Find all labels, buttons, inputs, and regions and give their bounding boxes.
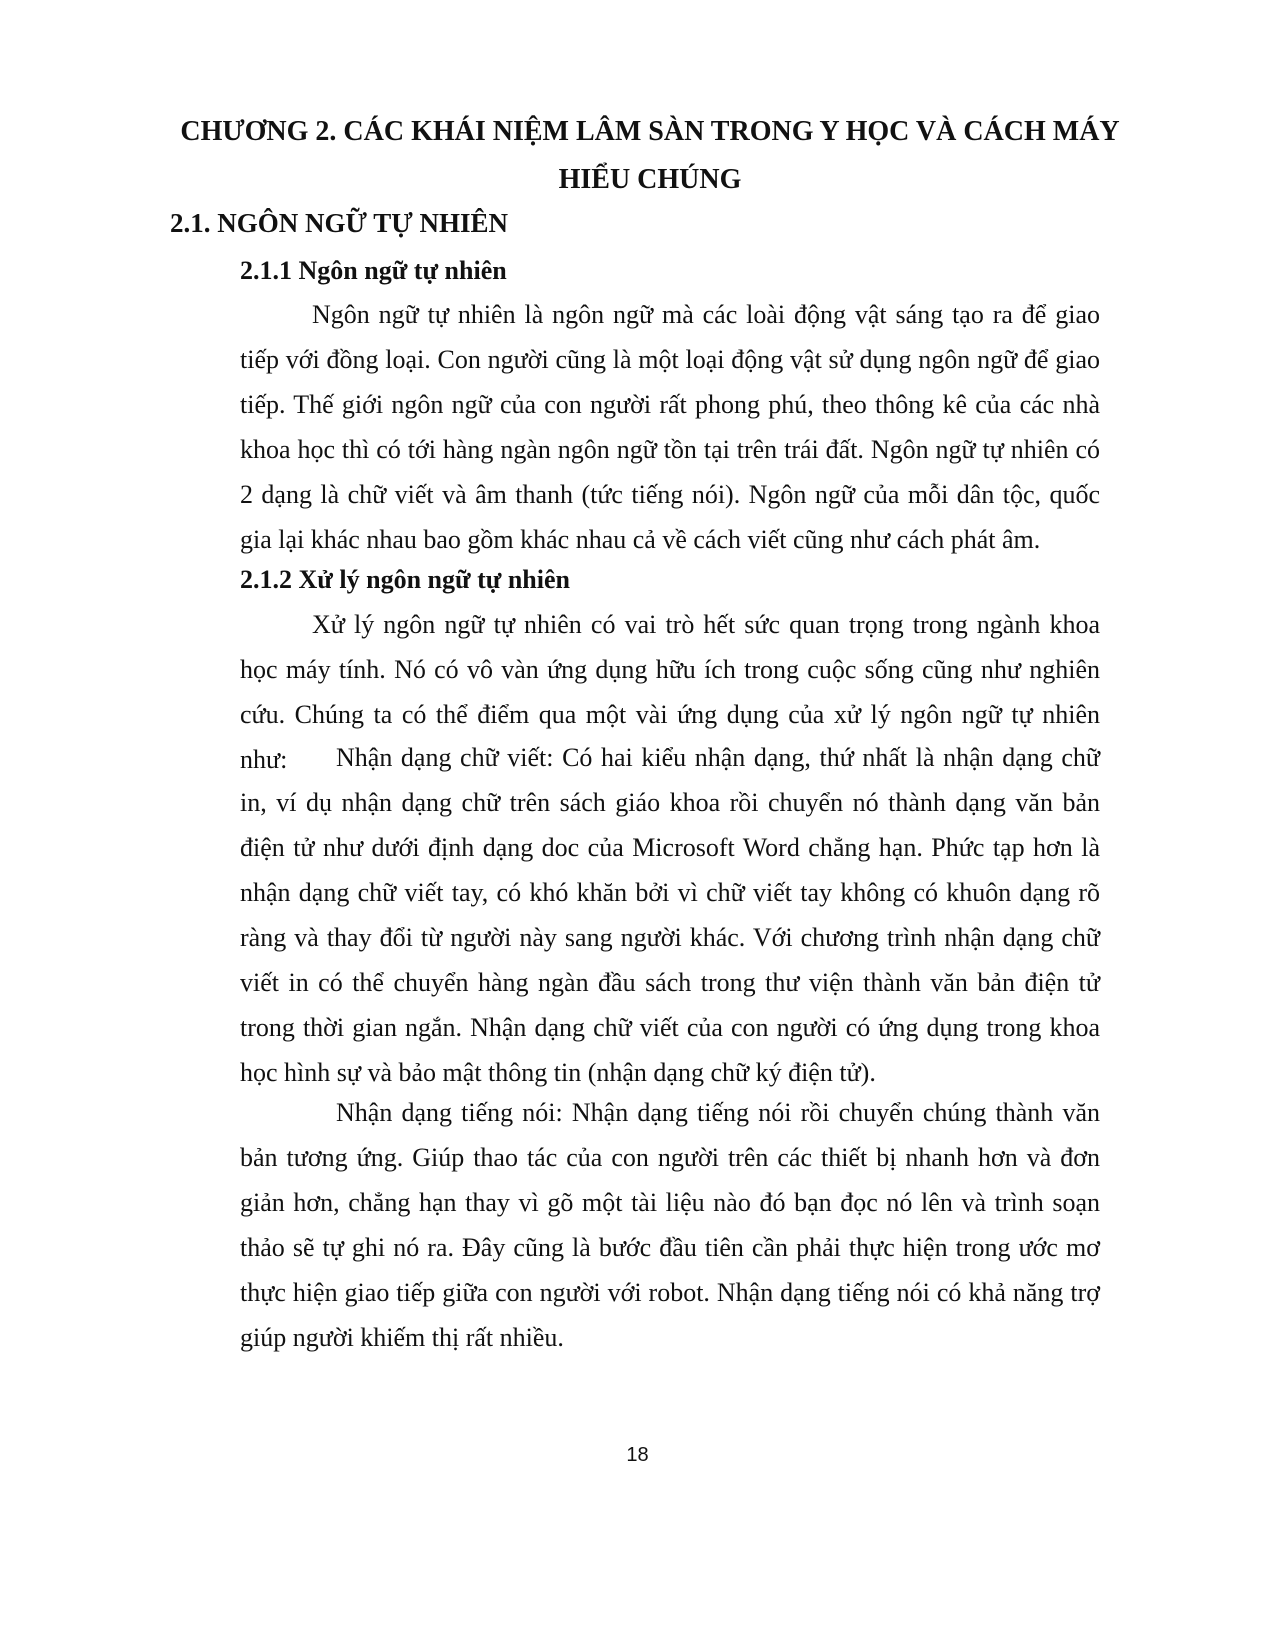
paragraph-nlp-intro: Xử lý ngôn ngữ tự nhiên có vai trò hết sức quan trọng trong ngành khoa học máy tính. Nó có vô vàn ứng dụng hữu ích trong cuộc sống cũng như nghiên cứu. Chúng ta có thể điểm qua một vài ứng dụng của xử lý ngôn ngữ tự nhiên như: [240, 610, 1100, 774]
section-title: 2.1. NGÔN NGỮ TỰ NHIÊN [170, 208, 509, 238]
subsection-title-2-1-2: 2.1.2 Xử lý ngôn ngữ tự nhiên [240, 565, 570, 594]
paragraph-speech-recognition: Nhận dạng tiếng nói: Nhận dạng tiếng nói rồi chuyển chúng thành văn bản tương ứng. Giúp thao tác của con người trên các thiết bị nhanh hơn và đơn giản hơn, chẳng hạn thay vì gõ một tài liệu nào đó bạn đọc nó lên và trình soạn thảo sẽ tự ghi nó ra. Đây cũng là bước đầu tiên cần phải thực hiện trong ước mơ thực hiện giao tiếp giữa con người với robot. Nhận dạng tiếng nói có khả năng trợ giúp người khiếm thị rất nhiều. [240, 1098, 1100, 1352]
subsection-title-2-1-1: 2.1.1 Ngôn ngữ tự nhiên [240, 256, 507, 285]
paragraph-handwriting-recognition: Nhận dạng chữ viết: Có hai kiểu nhận dạng, thứ nhất là nhận dạng chữ in, ví dụ nhận dạng chữ trên sách giáo khoa rồi chuyển nó thành dạng văn bản điện tử như dưới định dạng doc của Microsoft Word chẳng hạn. Phức tạp hơn là nhận dạng chữ viết tay, có khó khăn bởi vì chữ viết tay không có khuôn dạng rõ ràng và thay đổi từ người này sang người khác. Với chương trình nhận dạng chữ viết in có thể chuyển hàng ngàn đầu sách trong thư viện thành văn bản điện tử trong thời gian ngắn. Nhận dạng chữ viết của con người có ứng dụng trong khoa học hình sự và bảo mật thông tin (nhận dạng chữ ký điện tử). [240, 743, 1100, 1087]
paragraph-natural-language: Ngôn ngữ tự nhiên là ngôn ngữ mà các loài động vật sáng tạo ra để giao tiếp với đồng loại. Con người cũng là một loại động vật sử dụng ngôn ngữ để giao tiếp. Thế giới ngôn ngữ của con người rất phong phú, theo thông kê của các nhà khoa học thì có tới hàng ngàn ngôn ngữ tồn tại trên trái đất. Ngôn ngữ tự nhiên có 2 dạng là chữ viết và âm thanh (tức tiếng nói). Ngôn ngữ của mỗi dân tộc, quốc gia lại khác nhau bao gồm khác nhau cả về cách viết cũng như cách phát âm. [240, 300, 1100, 554]
chapter-title: CHƯƠNG 2. CÁC KHÁI NIỆM LÂM SÀN TRONG Y HỌC VÀ CÁCH MÁY HIỂU CHÚNG [180, 116, 1120, 195]
page-number: 18 [626, 1444, 649, 1466]
